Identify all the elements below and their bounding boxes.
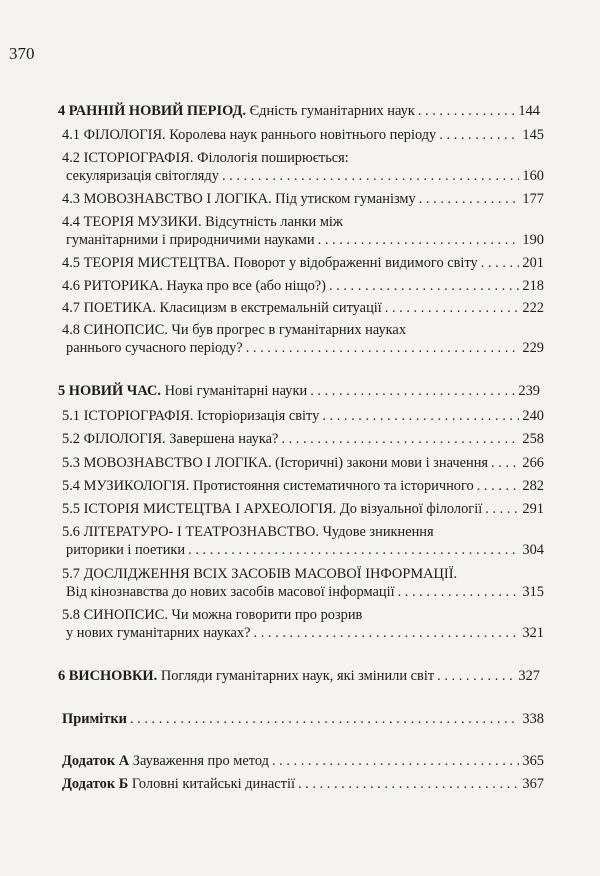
leader-dots [130, 710, 519, 728]
chapter-title: 5 НОВИЙ ЧАС. [58, 383, 161, 399]
entry-text: секуляризація світогляду [66, 168, 219, 184]
page-ref: 160 [522, 168, 544, 184]
notes-title: Примітки [62, 711, 127, 727]
page-ref: 144 [518, 103, 540, 119]
toc-entry-5-6[interactable] [58, 523, 544, 559]
chapter-subtitle: Погляди гуманітарних наук, які змінили світ [160, 668, 435, 684]
page-ref: 327 [518, 668, 540, 684]
toc-entry-4-4[interactable] [58, 213, 544, 249]
entry-text: 5.8 СИНОПСИС. Чи можна говорити про розрив [62, 607, 363, 623]
toc-entry-5-1[interactable] [58, 407, 544, 425]
toc-entry-5-3[interactable] [58, 454, 544, 472]
toc-entry-4-5[interactable] [58, 254, 544, 272]
leader-dots [481, 254, 520, 272]
leader-dots [437, 667, 515, 685]
entry-text: 5.1 ІСТОРІОГРАФІЯ. Історіоризація світу [62, 408, 320, 424]
entry-text: 4.6 РИТОРИКА. Наука про все (або ніщо?) [62, 278, 326, 294]
toc-entry-5-2[interactable] [58, 430, 544, 448]
leader-dots [318, 231, 520, 249]
page-ref: 258 [522, 431, 544, 447]
page-ref: 201 [522, 255, 544, 271]
toc-entry-5-5[interactable] [58, 500, 544, 518]
page-ref: 190 [522, 232, 544, 248]
page-ref: 177 [522, 191, 544, 207]
toc-chapter-4[interactable] [58, 102, 540, 120]
page-ref: 367 [522, 776, 544, 792]
toc-entry-4-7[interactable] [58, 299, 544, 317]
leader-dots [385, 299, 520, 317]
page-ref: 266 [522, 455, 544, 471]
entry-text: 4.3 МОВОЗНАВСТВО І ЛОГІКА. Під утиском гуманізму [62, 191, 416, 207]
entry-text: гуманітарними і природничими науками [66, 232, 315, 248]
leader-dots [485, 500, 519, 518]
leader-dots [281, 430, 519, 448]
entry-text: 5.4 МУЗИКОЛОГІЯ. Протистояння систематичного та історичного [62, 478, 474, 494]
page-ref: 338 [522, 711, 544, 727]
leader-dots [398, 583, 520, 601]
entry-text: Головні китайські династії [131, 776, 295, 792]
toc-entry-5-8[interactable] [58, 606, 544, 642]
toc-appendix-a[interactable] [58, 752, 544, 770]
entry-text: 4.1 ФІЛОЛОГІЯ. Королева наук раннього новітнього періоду [62, 127, 437, 143]
entry-text: 5.2 ФІЛОЛОГІЯ. Завершена наука? [62, 431, 279, 447]
leader-dots [272, 752, 519, 770]
entry-text: раннього сучасного періоду? [66, 340, 243, 356]
leader-dots [329, 277, 519, 295]
entry-text: риторики і поетики [66, 542, 186, 558]
leader-dots [418, 102, 516, 120]
toc-entry-4-3[interactable] [58, 190, 544, 208]
page-ref: 222 [522, 300, 544, 316]
page-ref: 282 [522, 478, 544, 494]
entry-text: 4.5 ТЕОРІЯ МИСТЕЦТВА. Поворот у відображенні видимого світу [62, 255, 478, 271]
leader-dots [246, 339, 520, 357]
entry-text: 4.8 СИНОПСИС. Чи був прогрес в гуманітарних науках [62, 322, 407, 338]
entry-text: Зауваження про метод [132, 753, 269, 769]
page-ref: 218 [522, 278, 544, 294]
leader-dots [491, 454, 519, 472]
entry-text: Від кінознавства до нових засобів масової інформації [66, 584, 395, 600]
page-ref: 321 [522, 625, 544, 641]
entry-text: 4.4 ТЕОРІЯ МУЗИКИ. Відсутність ланки між [62, 214, 343, 230]
entry-text: 5.6 ЛІТЕРАТУРО- І ТЕАТРОЗНАВСТВО. Чудове зникнення [62, 524, 434, 540]
page-ref: 304 [522, 542, 544, 558]
toc-entry-4-8[interactable] [58, 321, 544, 357]
toc-entry-4-1[interactable] [58, 126, 544, 144]
leader-dots [254, 624, 520, 642]
leader-dots [188, 541, 519, 559]
leader-dots [310, 382, 515, 400]
appendix-title: Додаток Б [62, 776, 129, 792]
toc-entry-5-7[interactable] [58, 565, 544, 601]
page-ref: 365 [522, 753, 544, 769]
entry-text: 5.5 ІСТОРІЯ МИСТЕЦТВА І АРХЕОЛОГІЯ. До візуальної філології [62, 501, 483, 517]
toc-chapter-6[interactable] [58, 667, 540, 685]
chapter-title: 6 ВИСНОВКИ. [58, 668, 158, 684]
page-ref: 145 [522, 127, 544, 143]
appendix-title: Додаток А [62, 753, 130, 769]
toc-chapter-5[interactable] [58, 382, 540, 400]
leader-dots [477, 477, 520, 495]
chapter-subtitle: Єдність гуманітарних наук [249, 103, 415, 119]
entry-text: 5.7 ДОСЛІДЖЕННЯ ВСІХ ЗАСОБІВ МАСОВОЇ ІНФОРМАЦІЇ. [62, 566, 458, 582]
page-ref: 291 [522, 501, 544, 517]
leader-dots [419, 190, 520, 208]
leader-dots [439, 126, 519, 144]
page-ref: 229 [522, 340, 544, 356]
page-ref: 239 [518, 383, 540, 399]
leader-dots [322, 407, 519, 425]
toc-entry-5-4[interactable] [58, 477, 544, 495]
toc-appendix-b[interactable] [58, 775, 544, 793]
entry-text: у нових гуманітарних науках? [66, 625, 251, 641]
page-ref: 315 [522, 584, 544, 600]
toc-entry-4-6[interactable] [58, 277, 544, 295]
toc-entry-4-2[interactable] [58, 149, 544, 185]
chapter-subtitle: Нові гуманітарні науки [164, 383, 308, 399]
leader-dots [298, 775, 519, 793]
chapter-title: 4 РАННІЙ НОВИЙ ПЕРІОД. [58, 103, 247, 119]
page-number: 370 [9, 44, 35, 63]
leader-dots [222, 167, 519, 185]
entry-text: 4.2 ІСТОРІОГРАФІЯ. Філологія поширюється: [62, 150, 349, 166]
page-ref: 240 [522, 408, 544, 424]
entry-text: 4.7 ПОЕТИКА. Класицизм в екстремальній ситуації [62, 300, 382, 316]
entry-text: 5.3 МОВОЗНАВСТВО І ЛОГІКА. (Історичні) закони мови і значення [62, 455, 489, 471]
toc-notes[interactable] [58, 710, 544, 728]
